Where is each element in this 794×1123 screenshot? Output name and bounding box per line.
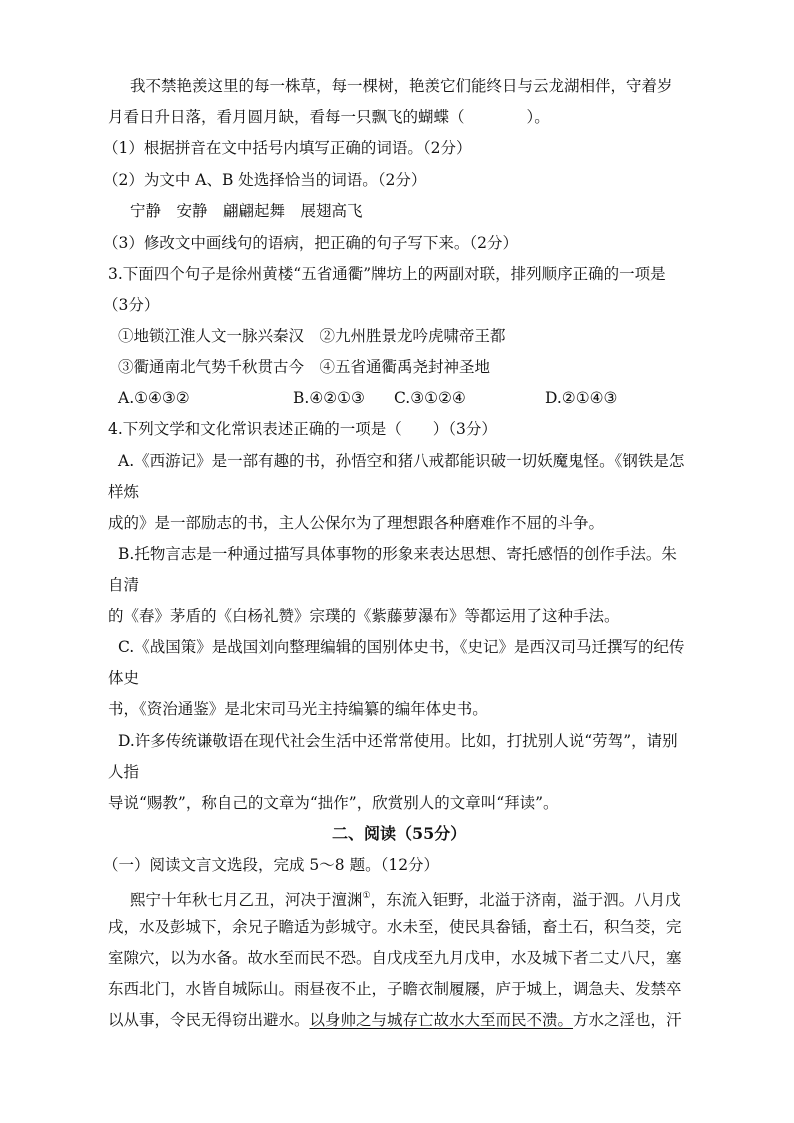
- question-4-option-c: C.《战国策》是战国刘向整理编辑的国别体史书，《史记》是西汉司马迁撰写的纪传: [118, 638, 685, 656]
- question-4-option-d: 导说“赐教”，称自己的文章为“拙作”，欣赏别人的文章叫“拜读”。: [108, 794, 559, 812]
- classical-text: 方水之淫也，汗: [573, 1011, 682, 1029]
- couplet-row: ③衢通南北气势千秋贯古今 ④五省通衢禹尧封神圣地: [118, 358, 491, 376]
- question-2-sub-3: （3）修改文中画线句的语病，把正确的句子写下来。（2分）: [103, 234, 518, 252]
- question-4-option-c: 体史: [108, 669, 140, 687]
- classical-text-line: 戌，水及彭城下，余兄子瞻适为彭城守。水未至，使民具畚锸，畜土石，积刍茭，完: [108, 918, 682, 936]
- classical-text: 熙宁十年秋七月乙丑，河决于澶渊: [130, 891, 363, 909]
- question-3-score: （3分）: [103, 296, 160, 314]
- passage-line: 月看日升日落，看月圆月缺，看每一只飘飞的蝴蝶（ ）。: [108, 108, 550, 126]
- question-4-option-a: 样炼: [108, 483, 140, 501]
- question-4-option-d: 人指: [108, 763, 140, 781]
- classical-text-line: [130, 886, 681, 909]
- option-c: C.③①②④: [394, 389, 466, 407]
- section-part-heading: （一）阅读文言文选段，完成 5～8 题。（12分）: [103, 856, 440, 874]
- couplet-row: ①地锁江淮人文一脉兴秦汉 ②九州胜景龙吟虎啸帝王都: [118, 327, 506, 345]
- option-b: B.④②①③: [293, 389, 365, 407]
- passage-line: 我不禁艳羡这里的每一株草，每一棵树，艳羡它们能终日与云龙湖相伴，守着岁: [130, 77, 673, 95]
- question-2-word-options: 宁静 安静 翩翩起舞 展翅高飞: [130, 202, 363, 220]
- classical-text: ，东流入钜野，北溢于济南，溢于泗。八月戊: [370, 891, 681, 909]
- classical-text: 以从事，令民无得窃出避水。: [108, 1011, 310, 1029]
- question-4-option-c: 书，《资治通鉴》是北宋司马光主持编纂的编年体史书。: [108, 700, 488, 718]
- section-title: 二、阅读（55分）: [332, 824, 467, 843]
- question-2-sub-1: （1）根据拼音在文中括号内填写正确的词语。（2分）: [103, 139, 472, 157]
- question-4-option-b: B.托物言志是一种通过描写具体事物的形象来表达思想、寄托感悟的创作手法。朱: [118, 545, 677, 563]
- question-4-option-a: 成的》是一部励志的书，主人公保尔为了理想跟各种磨难作不屈的斗争。: [108, 514, 605, 532]
- question-3-stem: 3.下面四个句子是徐州黄楼“五省通衢”牌坊上的两副对联，排列顺序正确的一项是: [108, 265, 666, 283]
- classical-text-line: 室隙穴，以为水备。故水至而民不恐。自戊戌至九月戊申，水及城下者二丈八尺，塞: [108, 949, 682, 967]
- classical-text-line: [108, 1010, 682, 1030]
- option-a: A.①④③②: [118, 389, 190, 407]
- underlined-sentence: 以身帅之与城存亡故水大至而民不溃。: [309, 1011, 574, 1029]
- footnote-marker: ①: [362, 891, 371, 901]
- question-4-stem: 4.下列文学和文化常识表述正确的一项是（ ）（3分）: [108, 420, 497, 438]
- question-4-option-b: 自清: [108, 576, 140, 594]
- classical-text-line: 东西北门，水皆自城际山。雨昼夜不止，子瞻衣制履屦，庐于城上，调急夫、发禁卒: [108, 980, 682, 998]
- question-4-option-b: 的《春》茅盾的《白杨礼赞》宗璞的《紫藤萝瀑布》等都运用了这种手法。: [108, 607, 620, 625]
- question-4-option-d: D.许多传统谦敬语在现代社会生活中还常常使用。比如，打扰别人说“劳驾”，请别: [118, 732, 678, 750]
- question-2-sub-2: （2）为文中 A、B 处选择恰当的词语。（2分）: [103, 171, 427, 189]
- option-d: D.②①④③: [545, 389, 618, 407]
- question-4-option-a: A.《西游记》是一部有趣的书，孙悟空和猪八戒都能识破一切妖魔鬼怪。《钢铁是怎: [118, 452, 685, 470]
